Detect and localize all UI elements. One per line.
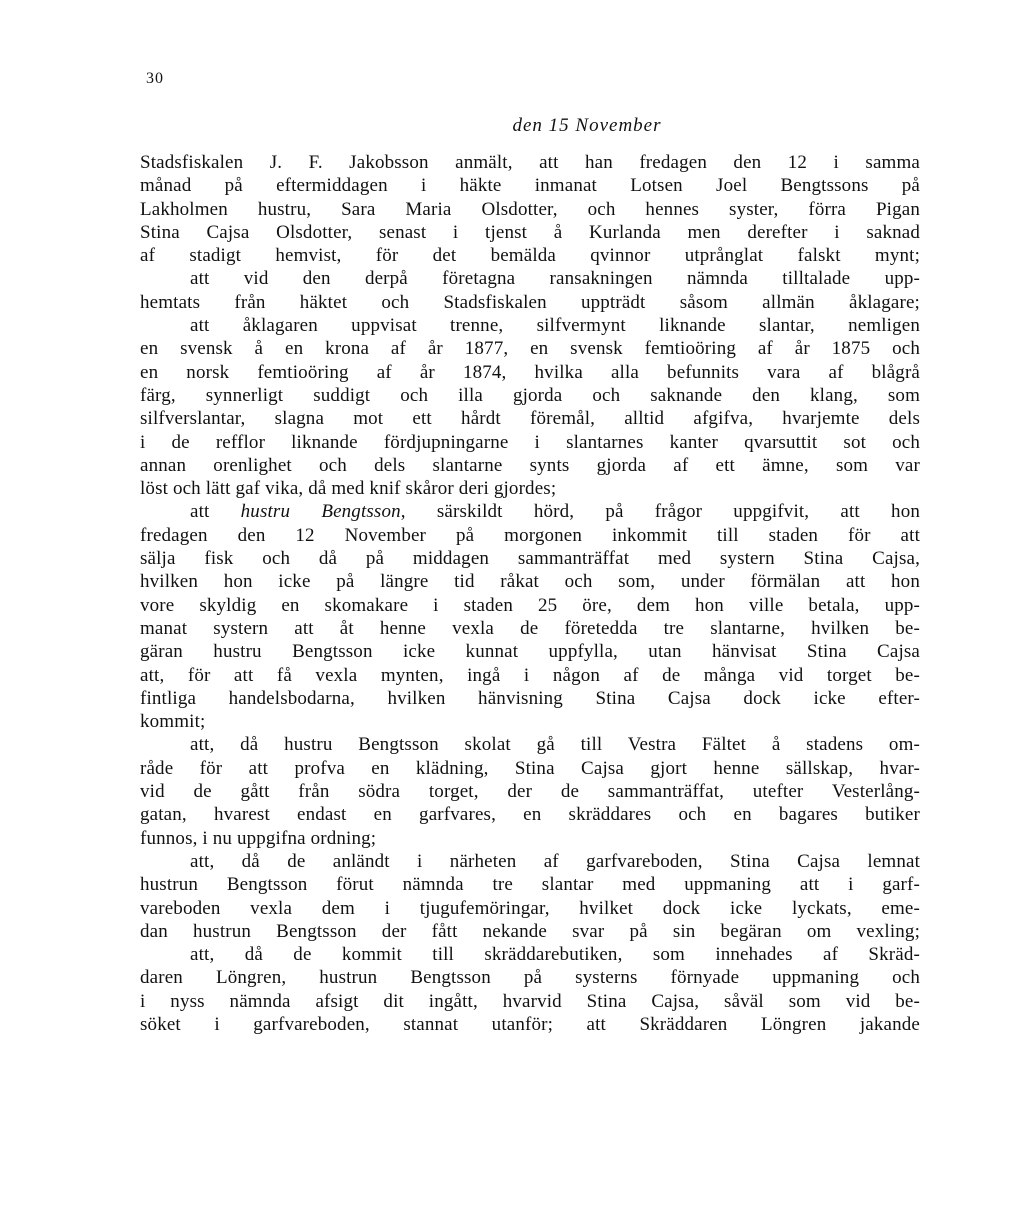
text-line: månad på eftermiddagen i häkte inmanat Lotsen Joel Bengtssons på <box>140 175 920 197</box>
text-line: fredagen den 12 November på morgonen inkommit till staden för att <box>140 524 920 546</box>
text-line: hvilken hon icke på längre tid råkat och som, under förmälan att hon <box>140 571 920 593</box>
text-line: att åklagaren uppvisat trenne, silfvermynt liknande slantar, nemligen <box>190 315 920 337</box>
text-line: färg, synnerligt suddigt och illa gjorda och saknande den klang, som <box>140 384 920 406</box>
text-line: silfverslantar, slagna mot ett hårdt föremål, alltid afgifva, hvarjemte dels <box>140 408 920 430</box>
text-line: annan orenlighet och dels slantarne synts gjorda af ett ämne, som var <box>140 454 920 476</box>
text-line: funnos, i nu uppgifna ordning; <box>140 827 377 849</box>
text-line: löst och lätt gaf vika, då med knif skåror deri gjordes; <box>140 478 557 500</box>
text-line: vore skyldig en skomakare i staden 25 öre, dem hon ville betala, upp- <box>140 594 920 616</box>
text-line: kommit; <box>140 711 206 733</box>
text-line: att, då de anländt i närheten af garfvareboden, Stina Cajsa lemnat <box>190 850 920 872</box>
text-line: att hustru Bengtsson, särskildt hörd, på frågor uppgifvit, att hon <box>190 501 920 523</box>
text-line: i de refflor liknande fördjupningarne i slantarnes kanter qvarsuttit sot och <box>140 431 920 453</box>
text-line: att vid den derpå företagna ransakningen nämnda tilltalade upp- <box>190 268 920 290</box>
text-line: söket i garfvareboden, stannat utanför; att Skräddaren Löngren jakande <box>140 1013 920 1035</box>
text-line: af stadigt hemvist, för det bemälda qvinnor utprånglat falskt mynt; <box>140 245 920 267</box>
date-heading: den 15 November <box>512 115 662 136</box>
text-line: en svensk å en krona af år 1877, en svensk femtioöring af år 1875 och <box>140 338 920 360</box>
text-line: sälja fisk och då på middagen sammanträffat med systern Stina Cajsa, <box>140 548 920 570</box>
text-line: manat systern att åt henne vexla de företedda tre slantarne, hvilken be- <box>140 617 920 639</box>
text-line: Lakholmen hustru, Sara Maria Olsdotter, och hennes syster, förra Pigan <box>140 198 920 220</box>
text-line: gäran hustru Bengtsson icke kunnat uppfylla, utan hänvisat Stina Cajsa <box>140 641 920 663</box>
text-line: Stadsfiskalen J. F. Jakobsson anmält, att han fredagen den 12 i samma <box>140 152 920 173</box>
text-line: hustrun Bengtsson förut nämnda tre slantar med uppmaning att i garf- <box>140 874 920 896</box>
text-line: en norsk femtioöring af år 1874, hvilka alla befunnits vara af blågrå <box>140 361 920 383</box>
text-line: vareboden vexla dem i tjugufemöringar, hvilket dock icke lyckats, eme- <box>140 897 920 919</box>
italic-name: hustru Bengtsson <box>240 501 401 523</box>
text-line: dan hustrun Bengtsson der fått nekande svar på sin begäran om vexling; <box>140 920 920 942</box>
text-line: i nyss nämnda afsigt dit ingått, hvarvid Stina Cajsa, såväl som vid be- <box>140 990 920 1012</box>
document-body <box>140 151 920 1036</box>
text-line: att, då de kommit till skräddarebutiken, som innehades af Skräd- <box>190 944 920 966</box>
text-line: råde för att profva en klädning, Stina Cajsa gjort henne sällskap, hvar- <box>140 757 920 779</box>
text-line: gatan, hvarest endast en garfvares, en skräddares och en bagares butiker <box>140 804 920 826</box>
page-number: 30 <box>146 70 164 87</box>
text-line: hemtats från häktet och Stadsfiskalen uppträdt såsom allmän åklagare; <box>140 291 920 313</box>
text-line: fintliga handelsbodarna, hvilken hänvisning Stina Cajsa dock icke efter- <box>140 687 920 709</box>
text-line: att, då hustru Bengtsson skolat gå till Vestra Fältet å stadens om- <box>190 734 920 756</box>
text-line: att, för att få vexla mynten, ingå i någon af de många vid torget be- <box>140 664 920 686</box>
text-line: daren Löngren, hustrun Bengtsson på systerns förnyade uppmaning och <box>140 967 920 989</box>
text-line: Stina Cajsa Olsdotter, senast i tjenst å Kurlanda men derefter i saknad <box>140 221 920 243</box>
text-line: vid de gått från södra torget, der de sammanträffat, utefter Vesterlång- <box>140 781 920 803</box>
